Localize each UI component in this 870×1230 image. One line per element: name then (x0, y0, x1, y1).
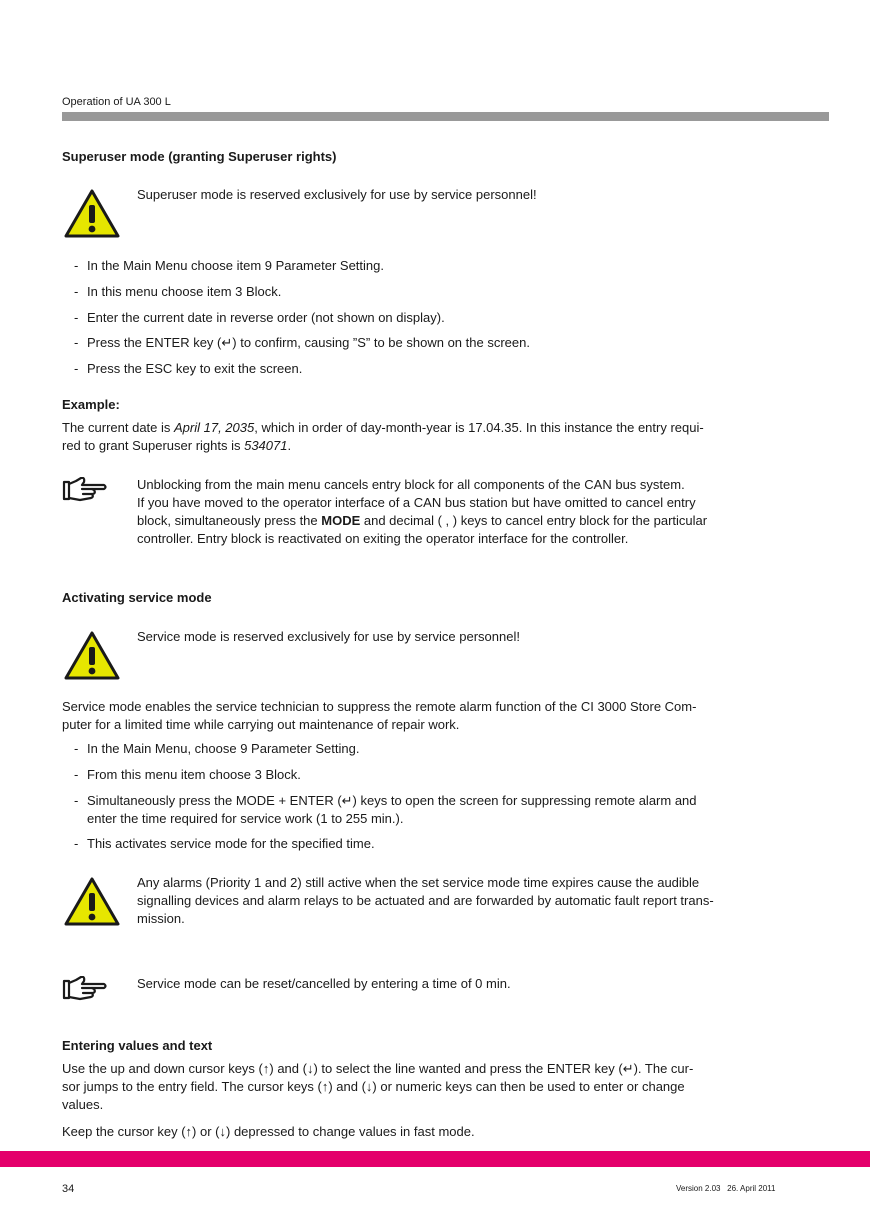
pointing-hand-icon (62, 477, 108, 503)
alarm-warning-text: Any alarms (Priority 1 and 2) still active when the set service mode time expires cause the audible signalling devices and alarm relays to be actuated and are forwarded by automatic fault report trans- mission. (137, 875, 714, 926)
warning-triangle-icon (64, 189, 120, 239)
example-heading: Example: (62, 397, 120, 412)
footer-accent-bar (0, 1151, 870, 1167)
fast-mode-paragraph: Keep the cursor key (↑) or (↓) depressed to change values in fast mode. (62, 1124, 475, 1139)
list-item: - In this menu choose item 3 Block. (74, 284, 282, 299)
example-paragraph: The current date is April 17, 2035, which in order of day-month-year is 17.04.35. In this instance the entry requi- red to grant Superuser rights is 534071. (62, 420, 704, 453)
list-item: - Press the ESC key to exit the screen. (74, 361, 303, 376)
superuser-warning-text: Superuser mode is reserved exclusively for use by service personnel! (137, 187, 537, 202)
version-info: Version 2.03 26. April 2011 (676, 1184, 776, 1193)
warning-triangle-icon (64, 631, 120, 681)
list-item: - Simultaneously press the MODE + ENTER (↵) keys to open the screen for suppressing remote alarm and enter the time required for service work (1 to 255 min.). (74, 793, 697, 826)
service-reset-note: Service mode can be reset/cancelled by entering a time of 0 min. (137, 976, 511, 991)
list-item: - In the Main Menu choose item 9 Parameter Setting. (74, 258, 384, 273)
list-item: - Press the ENTER key (↵) to confirm, causing ”S” to be shown on the screen. (74, 335, 530, 350)
list-item: - From this menu item choose 3 Block. (74, 767, 301, 782)
pointing-hand-icon (62, 976, 108, 1002)
list-item: - This activates service mode for the specified time. (74, 836, 375, 851)
section-title-entering-values: Entering values and text (62, 1038, 213, 1053)
service-intro-paragraph: Service mode enables the service technician to suppress the remote alarm function of the CI 3000 Store Com- puter for a limited time while carrying out maintenance of repair work. (62, 699, 697, 732)
list-item: - Enter the current date in reverse order (not shown on display). (74, 310, 445, 325)
entering-values-paragraph: Use the up and down cursor keys (↑) and (↓) to select the line wanted and press the ENTER key (↵). The cur- sor jumps to the entry field. The cursor keys (↑) and (↓) or numeric keys can then be used to enter or change values. (62, 1061, 694, 1112)
header-rule (62, 112, 829, 121)
cancel-block-note: Unblocking from the main menu cancels entry block for all components of the CAN bus system. If you have moved to the operator interface of a CAN bus station but have omitted to cancel entry block, simultaneously press the MODE and decimal ( , ) keys to cancel entry block for the particular controller. Entry block is reactivated on exiting the operator interface for the controller. (137, 477, 708, 546)
service-warning-text: Service mode is reserved exclusively for use by service personnel! (137, 629, 520, 644)
warning-triangle-icon (64, 877, 120, 927)
section-title-service-mode: Activating service mode (62, 590, 212, 605)
running-header: Operation of UA 300 L (62, 96, 171, 108)
list-item: - In the Main Menu, choose 9 Parameter Setting. (74, 741, 360, 756)
page-number: 34 (62, 1183, 75, 1195)
section-title-superuser: Superuser mode (granting Superuser rights) (62, 149, 337, 164)
